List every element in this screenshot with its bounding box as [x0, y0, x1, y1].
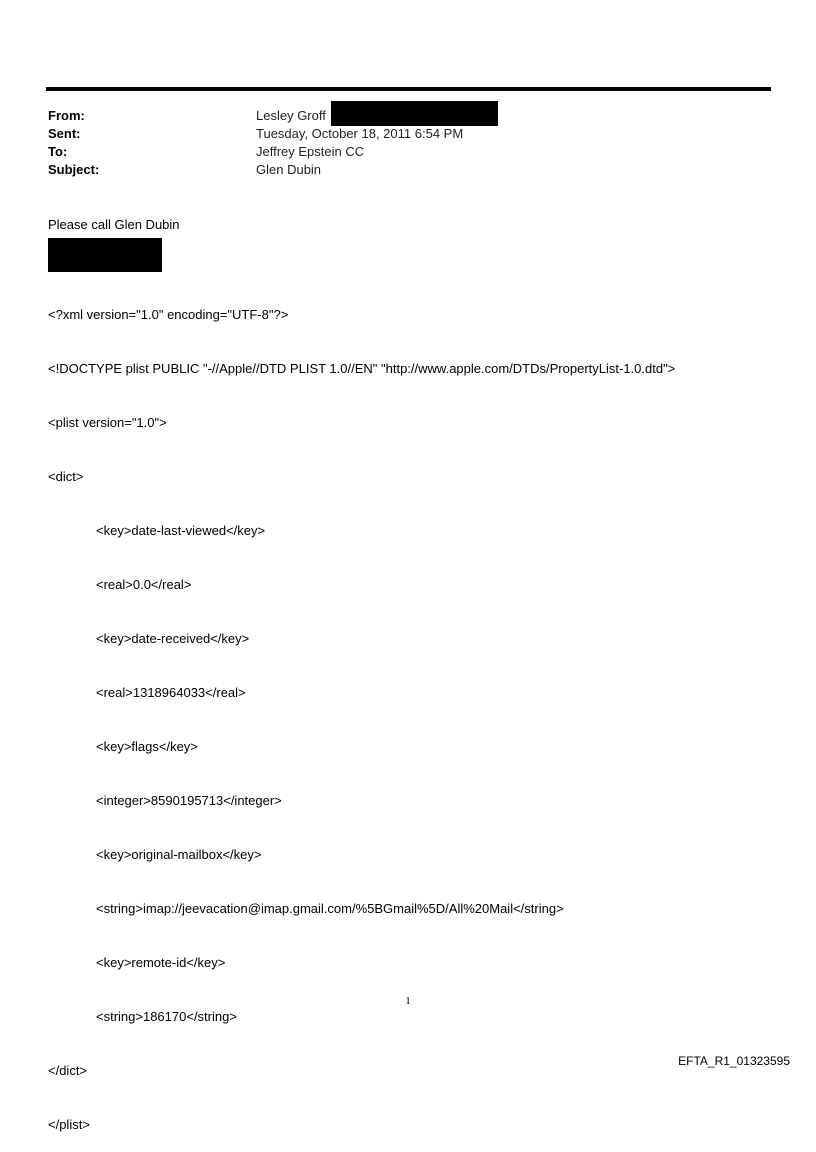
code-line: </dict>: [48, 1063, 88, 1078]
page-number: 1: [405, 995, 411, 1007]
code-line: <key>date-last-viewed</key>: [96, 523, 266, 538]
body-redaction: [48, 238, 162, 272]
to-value: Jeffrey Epstein CC: [256, 144, 365, 159]
code-line: <key>flags</key>: [96, 739, 198, 754]
code-line: <!DOCTYPE plist PUBLIC "-//Apple//DTD PLIST 1.0//EN" "http://www.apple.com/DTDs/PropertyList-1.0.dtd">: [48, 361, 676, 376]
code-line: <key>original-mailbox</key>: [96, 847, 262, 862]
from-value: Lesley Groff: [256, 108, 326, 123]
code-line: <key>date-received</key>: [96, 631, 250, 646]
code-line: <real>0.0</real>: [96, 577, 192, 592]
message-text: Please call Glen Dubin: [48, 217, 180, 232]
code-line: <plist version="1.0">: [48, 415, 167, 430]
sent-label: Sent:: [48, 126, 81, 141]
code-line: <?xml version="1.0" encoding="UTF-8"?>: [48, 307, 289, 322]
sent-value: Tuesday, October 18, 2011 6:54 PM: [256, 126, 464, 141]
code-line: <string>imap://jeevacation@imap.gmail.com/%5BGmail%5D/All%20Mail</string>: [96, 901, 564, 916]
subject-label: Subject:: [48, 162, 100, 177]
header-rule: [46, 87, 771, 91]
document-id: EFTA_R1_01323595: [678, 1054, 790, 1068]
to-label: To:: [48, 144, 68, 159]
code-line: <key>remote-id</key>: [96, 955, 226, 970]
subject-value: Glen Dubin: [256, 162, 322, 177]
code-line: <dict>: [48, 469, 84, 484]
code-line: <string>186170</string>: [96, 1009, 237, 1024]
code-line: <real>1318964033</real>: [96, 685, 246, 700]
from-email-redaction: [331, 101, 498, 126]
code-line: <integer>8590195713</integer>: [96, 793, 282, 808]
from-label: From:: [48, 108, 85, 123]
code-line: </plist>: [48, 1117, 90, 1132]
plist-code-block: [48, 270, 675, 1152]
